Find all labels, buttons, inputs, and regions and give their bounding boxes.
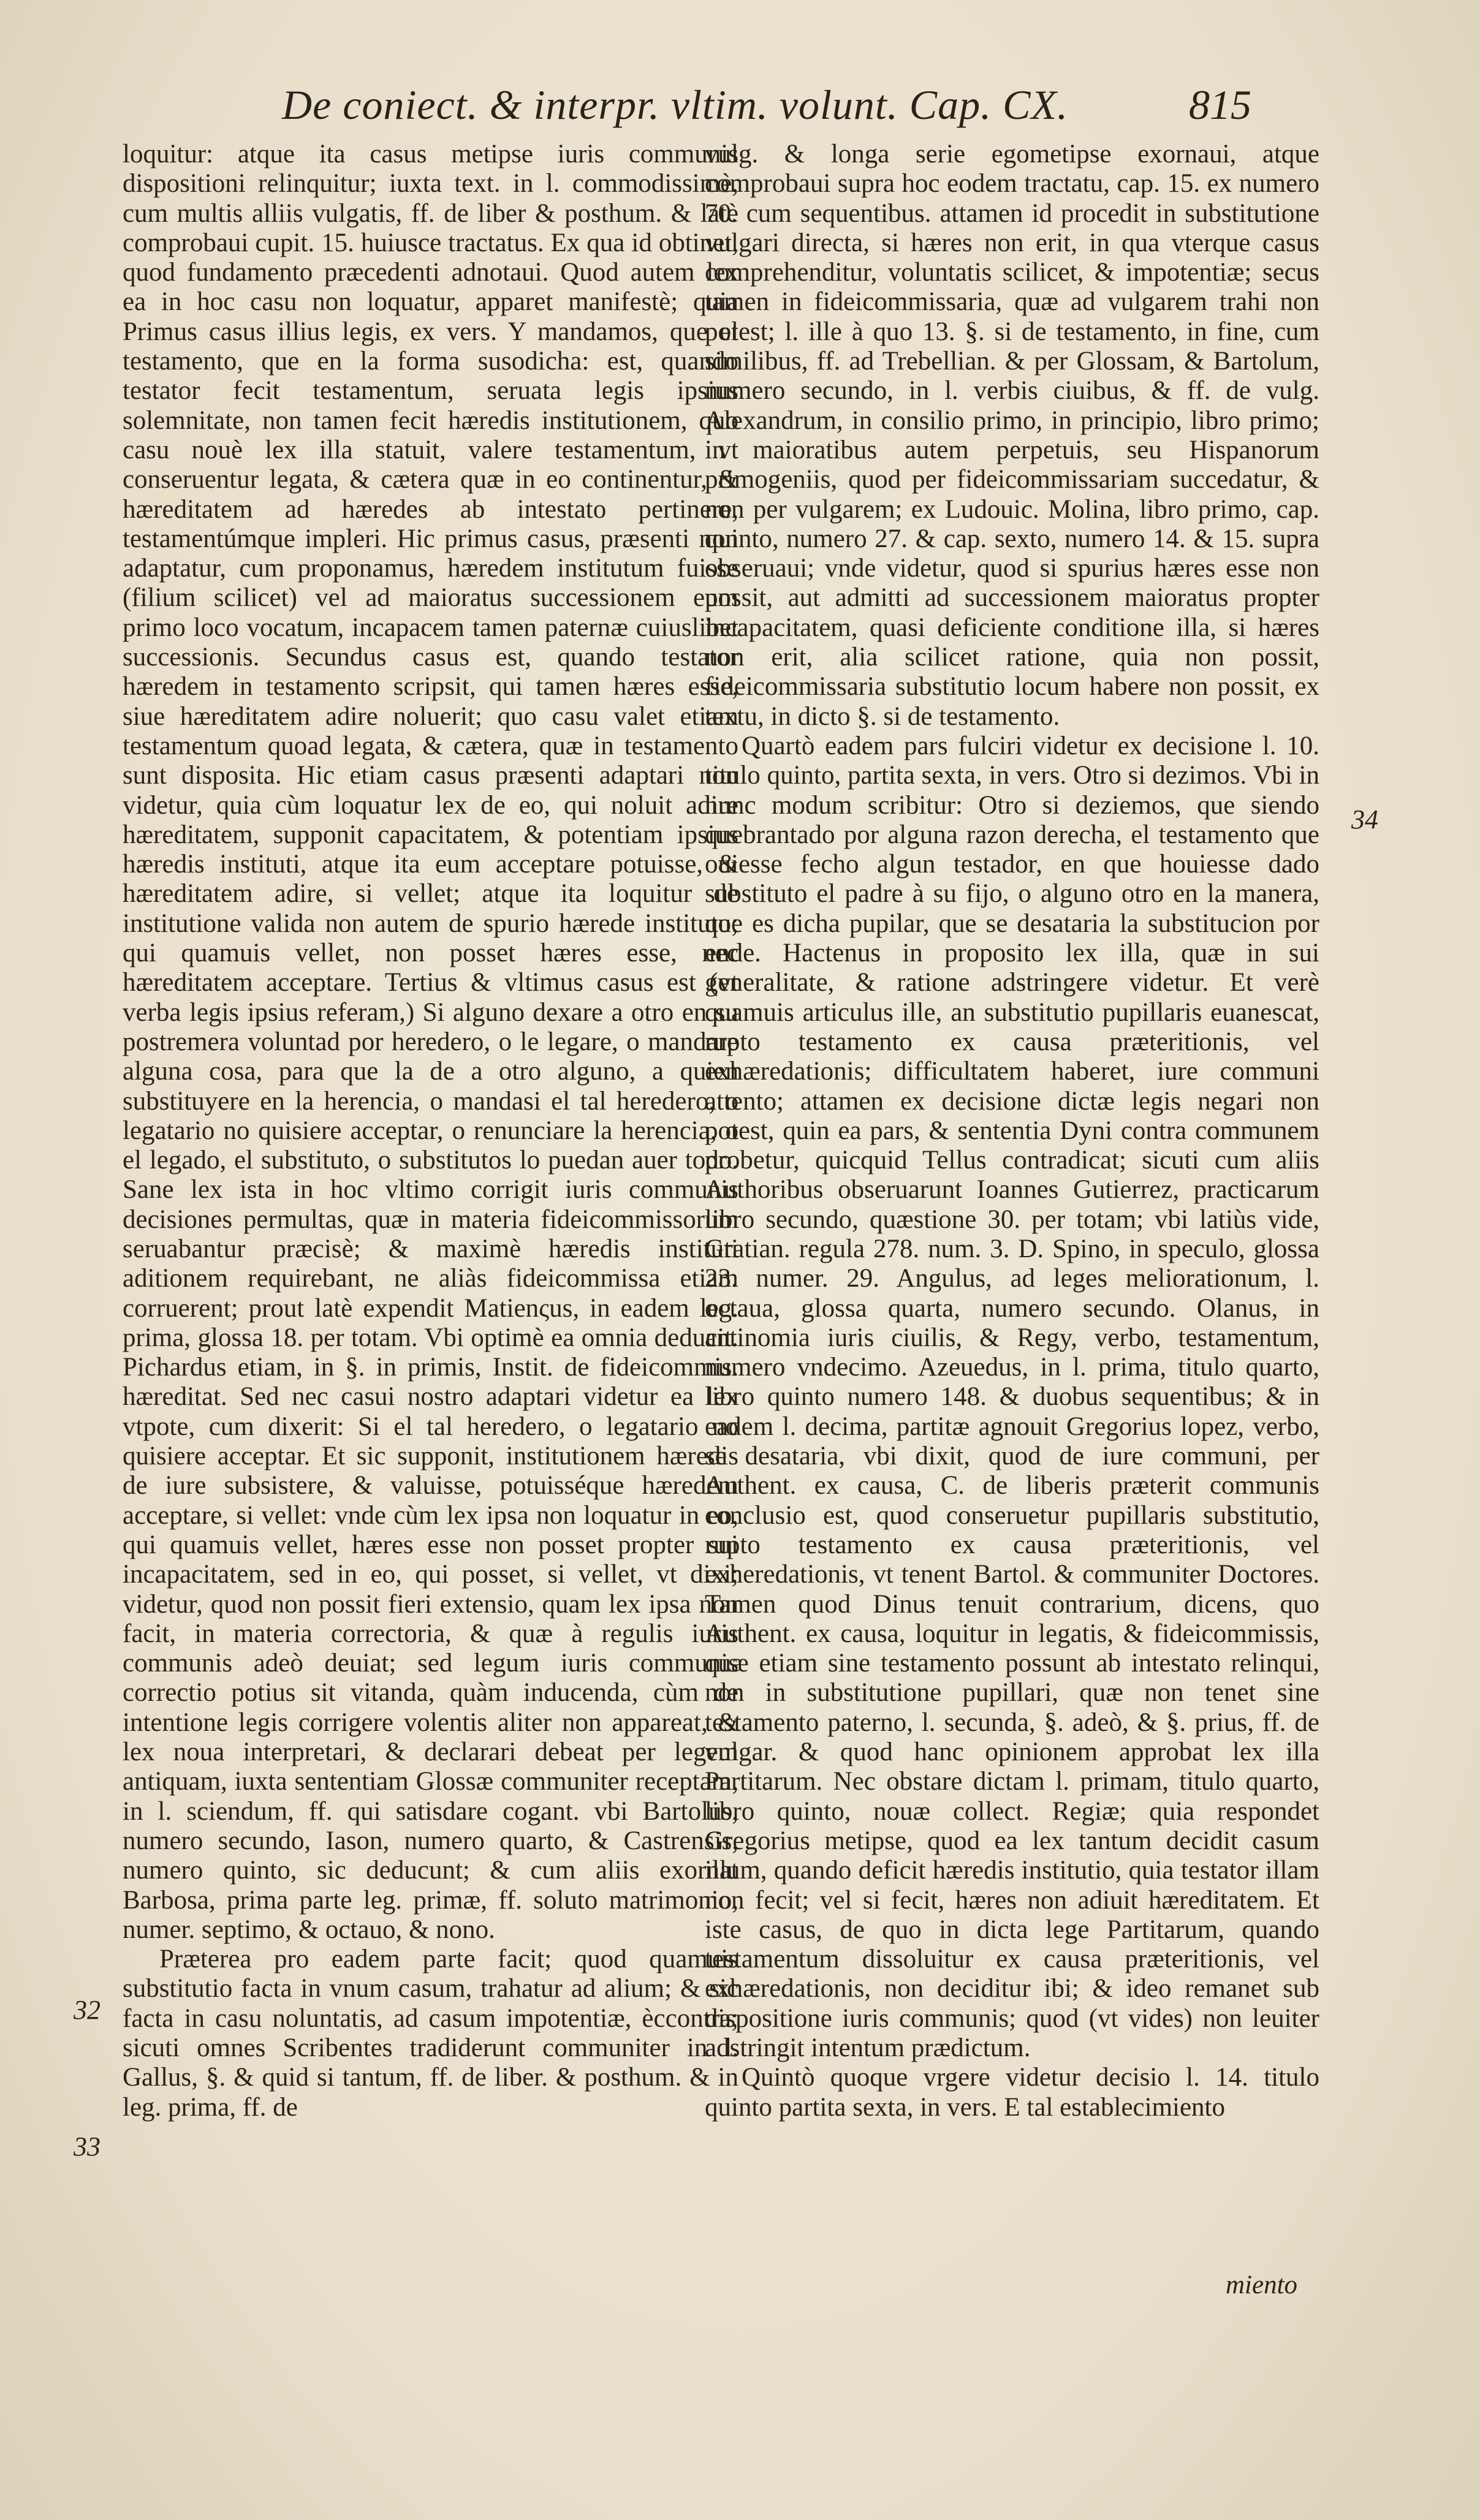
left-column (123, 140, 738, 2122)
page-number: 815 (1189, 81, 1251, 128)
margin-number-32: 32 (74, 1995, 101, 2025)
left-paragraph-1: loquitur: atque ita casus metipse iuris communis dispositioni relinquitur; iuxta text. in l. commodissimè, cum multis alliis vulgatis, ff. de liber & posthum. & latè comprobaui cupit. 15. huiusce tractatus. Ex qua id obtinet, quod fundamento præcedenti adnotaui. Quod autem lex ea in hoc casu non loquatur, apparet manifestè; quia Primus casus illius legis, ex vers. Y mandamos, que el testamento, que en la forma susodicha: est, quando testator fecit testamentum, seruata legis ipsius solemnitate, non tamen fecit hæredis institutionem, quo casu nouè lex illa statuit, valere testamentum, vt conseruentur legata, & cætera quæ in eo continentur, & hæreditatem ad hæredes ab intestato pertinere, testamentúmque impleri. Hic primus casus, præsenti non adaptatur, cum proponamus, hæredem institutum fuisse (filium scilicet) vel ad maioratus successionem eum primo loco vocatum, incapacem tamen paternæ cuiuslibet successionis. Secundus casus est, quando testator hæredem in testamento scripsit, qui tamen hæres esse, siue hæreditatem adire noluerit; quo casu valet etiam testamentum quoad legata, & cætera, quæ in testamento sunt disposita. Hic etiam casus præsenti adaptari non videtur, quia cùm loquatur lex de eo, qui noluit adire hæreditatem, supponit capacitatem, & potentiam ipsius hæredis instituti, atque ita eum acceptare potuisse, & hæreditatem adire, si vellet; atque ita loquitur de institutione valida non autem de spurio hærede instituto; qui quamuis vellet, non posset hæres esse, nec hæreditatem acceptare. Tertius & vltimus casus est (vt verba legis ipsius referam,) Si alguno dexare a otro en su postremera voluntad por heredero, o le legare, o mandare alguna cosa, para que la de a otro alguno, a quien substituyere en la herencia, o mandasi el tal heredero, o legatario no quisiere acceptar, o renunciare la herencia, o el legado, el substituto, o substitutos lo puedan auer todo. Sane lex ista in hoc vltimo corrigit iuris communis decisiones permultas, quæ in materia fideicommissorum seruabantur præcisè; & maximè hæredis instituti aditionem requirebant, ne aliàs fideicommissa etiam corruerent; prout latè expendit Matienςus, in eadem leg. prima, glossa 18. per totam. Vbi optimè ea omnia deducit. Pichardus etiam, in §. in primis, Instit. de fideicommis. hæreditat. Sed nec casui nostro adaptari videtur ea lex vtpote, cum dixerit: Si el tal heredero, o legatario no quisiere acceptar. Et sic supponit, institutionem hæredis de iure subsistere, & valuisse, potuisséque hæredem acceptare, si vellet: vnde cùm lex ipsa non loquatur in eo, qui quamuis vellet, hæres esse non posset propter sui incapacitatem, sed in eo, qui posset, si vellet, vt dixi; videtur, quod non possit fieri extensio, quam lex ipsa non facit, in materia correctoria, & quæ à regulis iuris communis adeò deuiat; sed legum iuris communis correctio potius sit vitanda, quàm inducenda, cùm de intentione legis corrigere volentis aliter non appareat, & lex noua interpretari, & declarari debeat per legem antiquam, iuxta sententiam Glossæ communiter receptam, in l. sciendum, ff. qui satisdare cogant. vbi Bartolus, numero secundo, Iason, numero quarto, & Castrensis, numero quinto, sic deducunt; & cum aliis exornat Barbosa, prima parte leg. primæ, ff. soluto matrimonio, numer. septimo, & octauo, & nono. (123, 140, 738, 1944)
margin-number-33: 33 (74, 2132, 101, 2162)
right-paragraph-1: vulg. & longa serie egometipse exornaui, atque comprobaui supra hoc eodem tractatu, cap. 15. ex numero 70. cum sequentibus. attamen id procedit in substitutione vulgari directa, si hæres non erit, in qua vterque casus comprehenditur, voluntatis scilicet, & impotentiæ; secus tamen in fideicommissaria, quæ ad vulgarem trahi non potest; l. ille à quo 13. §. si de testamento, in fine, cum similibus, ff. ad Trebellian. & per Glossam, & Bartolum, numero secundo, in l. verbis ciuibus, & ff. de vulg. Alexandrum, in consilio primo, in principio, libro primo; in maioratibus autem perpetuis, seu Hispanorum primogeniis, quod per fideicommissariam succedatur, & non per vulgarem; ex Ludouic. Molina, libro primo, cap. quinto, numero 27. & cap. sexto, numero 14. & 15. supra obseruaui; vnde videtur, quod si spurius hæres esse non possit, aut admitti ad successionem maioratus propter incapacitatem, quasi deficiente conditione illa, si hæres non erit, alia scilicet ratione, quia non possit, fideicommissaria substitutio locum habere non possit, ex textu, in dicto §. si de testamento. (705, 140, 1319, 731)
left-paragraph-2: Præterea pro eadem parte facit; quod quamuis substitutio facta in vnum casum, trahatur ad alium; & sic facta in casu noluntatis, ad casum impotentiæ, èccontra; sicuti omnes Scribentes tradiderunt communiter in l. Gallus, §. & quid si tantum, ff. de liber. & posthum. & in leg. prima, ff. de (123, 1945, 738, 2122)
right-paragraph-3: Quintò quoque vrgere videtur decisio l. 14. titulo quinto partita sexta, in vers. E tal establecimiento (705, 2063, 1319, 2122)
catchword: miento (1226, 2271, 1298, 2299)
margin-number-34: 34 (1351, 804, 1378, 834)
running-title: De coniect. & interpr. vltim. volunt. Cap. CX. (282, 81, 1069, 128)
running-header (282, 81, 1324, 136)
right-column (705, 140, 1319, 2122)
right-paragraph-2: Quartò eadem pars fulciri videtur ex decisione l. 10. titulo quinto, partita sexta, in vers. Otro si dezimos. Vbi in hunc modum scribitur: Otro si deziemos, que siendo quebrantado por alguna razon derecha, el testamento que ouiesse fecho algun testador, en que houiesse dado substituto el padre à su fijo, o alguno otro en la manera, que es dicha pupilar, que se desataria la substitucion por ende. Hactenus in proposito lex illa, quæ in sui generalitate, & ratione adstringere videtur. Et verè quamuis articulus ille, an substitutio pupillaris euanescat, rupto testamento ex causa præteritionis, vel exhæredationis; difficultatem haberet, iure communi attento; attamen ex decisione dictæ legis negari non potest, quin ea pars, & sententia Dyni contra communem probetur, quicquid Tellus contradicat; sicuti cum aliis Authoribus obseruarunt Ioannes Gutierrez, practicarum libro secundo, quæstione 30. per totam; vbi latiùs vide, Gratian. regula 278. num. 3. D. Spino, in speculo, glossa 23. numer. 29. Angulus, ad leges meliorationum, l. octaua, glossa quarta, numero secundo. Olanus, in antinomia iuris ciuilis, & Regy, verbo, testamentum, numero vndecimo. Azeuedus, in l. prima, titulo quarto, libro quinto numero 148. & duobus sequentibus; & in eadem l. decima, partitæ agnouit Gregorius lopez, verbo, se desataria, vbi dixit, quod de iure communi, per Authent. ex causa, C. de liberis præterit communis conclusio est, quod conseruetur pupillaris substitutio, rupto testamento ex causa præteritionis, vel exheredationis, vt tenent Bartol. & communiter Doctores. Tamen quod Dinus tenuit contrarium, dicens, quo Authent. ex causa, loquitur in legatis, & fideicommissis, quæ etiam sine testamento possunt ab intestato relinqui, non in substitutione pupillari, quæ non tenet sine testamento paterno, l. secunda, §. adeò, & §. prius, ff. de vulgar. & quod hanc opinionem approbat lex illa Partitarum. Nec obstare dictam l. primam, titulo quarto, libro quinto, nouæ collect. Regiæ; quia respondet Gregorius metipse, quod ea lex tantum decidit casum illum, quando deficit hæredis institutio, quia testator illam non fecit; vel si fecit, hæres non adiuit hæreditatem. Et iste casus, de quo in dicta lege Partitarum, quando testamentum dissoluitur ex causa præteritionis, vel exhæredationis, non deciditur ibi; & ideo remanet sub dispositione iuris communis; quod (vt vides) non leuiter adstringit intentum prædictum. (705, 731, 1319, 2062)
